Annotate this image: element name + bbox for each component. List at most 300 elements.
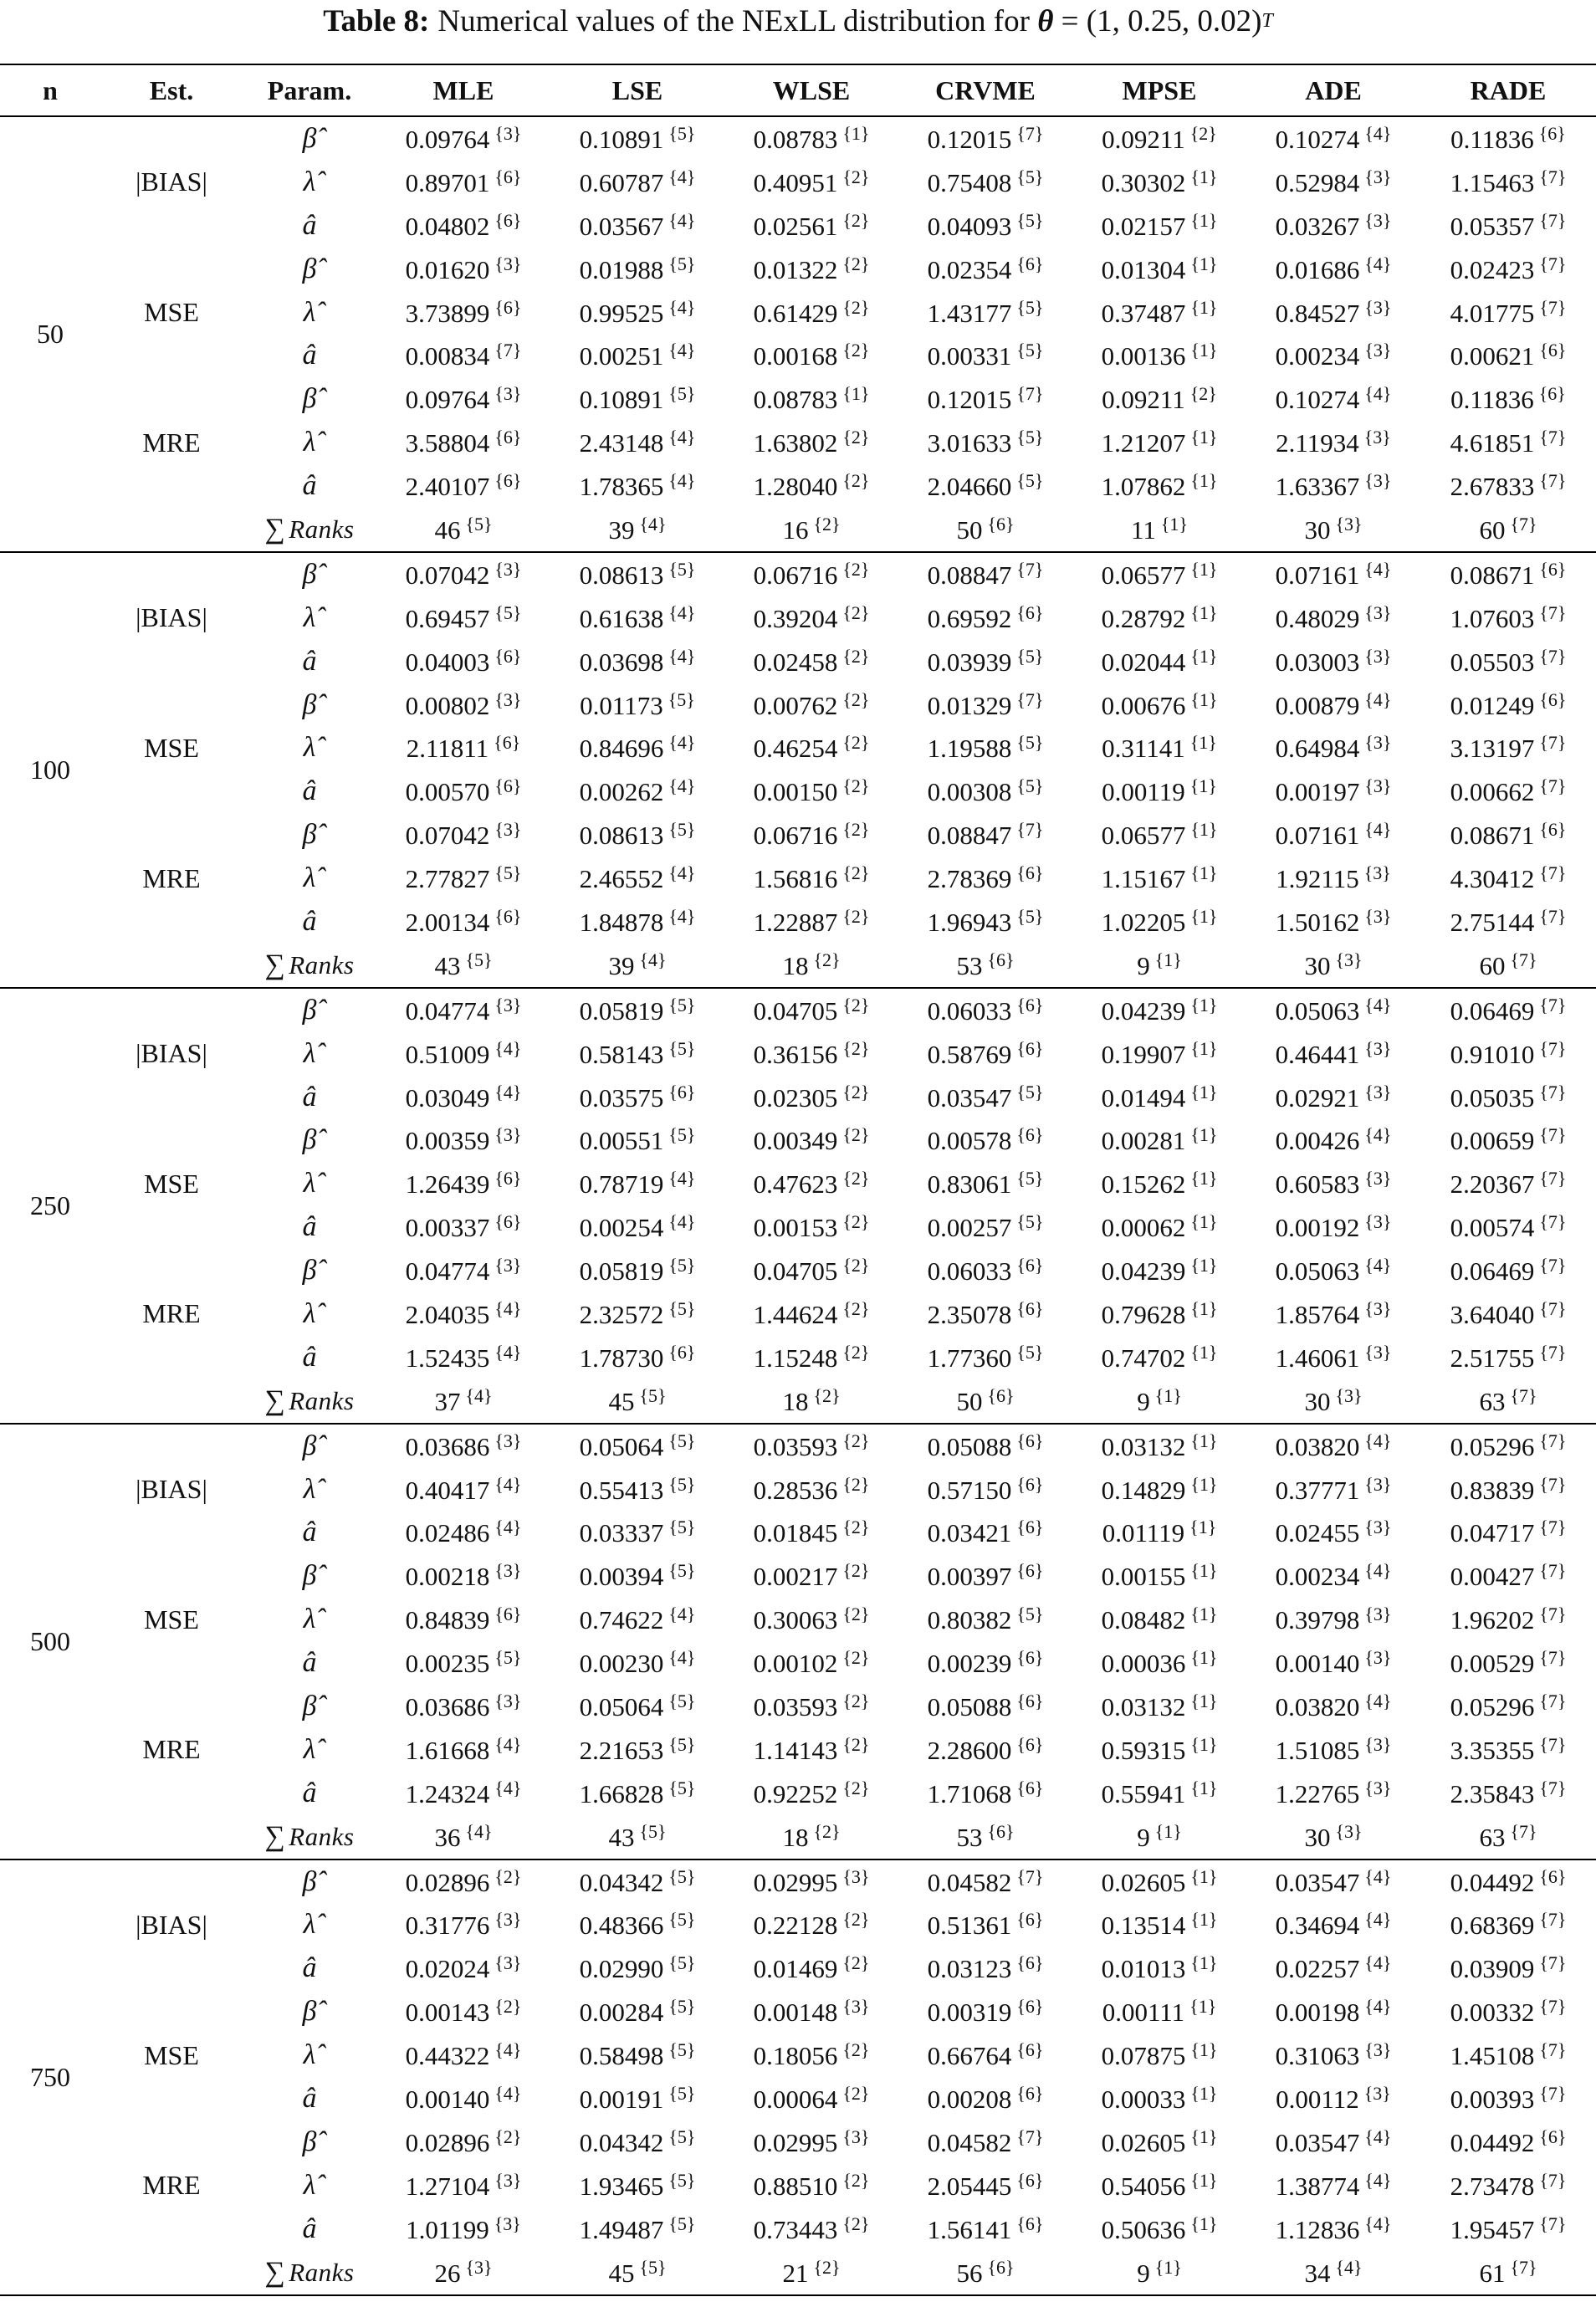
value-cell: [898, 726, 1072, 770]
value-cell: [724, 640, 898, 683]
value-cell: [1072, 1468, 1246, 1512]
rank-superscript: {3}: [842, 1865, 870, 1887]
parameter-cell: λ̂: [303, 1733, 316, 1765]
rank-superscript: {4}: [668, 1604, 696, 1625]
cell-value: 0.46254: [753, 734, 838, 764]
cell-value: 0.55941: [1101, 1778, 1186, 1808]
parameter-cell: λ̂: [303, 2169, 316, 2201]
cell-value: 0.83839: [1450, 1475, 1535, 1505]
value-cell: [1072, 291, 1246, 335]
value-cell: [1246, 421, 1420, 464]
value-cell: [1420, 1598, 1596, 1641]
value-cell: [376, 1118, 550, 1162]
rank-superscript: {3}: [1364, 905, 1392, 927]
cell-value: 0.05296: [1450, 1431, 1535, 1461]
rank-superscript: {7}: [1539, 601, 1567, 623]
cell-value: 0.00239: [927, 1649, 1012, 1679]
value-cell: [1246, 116, 1420, 161]
value-cell: [550, 377, 724, 421]
cell-value: 0.14829: [1101, 1475, 1186, 1505]
value-cell: [724, 1512, 898, 1555]
value-cell: [724, 204, 898, 248]
value-cell: [1420, 1118, 1596, 1162]
value-cell: [1246, 464, 1420, 508]
sum-ranks-text: Ranks: [289, 1821, 355, 1851]
cell-value: 0.03698: [579, 647, 664, 677]
value-cell: [1246, 1468, 1420, 1512]
cell-value: 2.11934: [1276, 428, 1359, 458]
value-cell: [898, 1076, 1072, 1119]
value-cell: [1246, 1598, 1420, 1641]
rank-superscript: {6}: [987, 949, 1015, 970]
sum-value: 50: [956, 1386, 983, 1416]
rank-superscript: {4}: [1364, 1996, 1392, 2018]
sample-size-cell: 50: [0, 116, 100, 552]
cell-value: 3.58804: [405, 428, 490, 458]
sum-ranks-label: [243, 2251, 376, 2295]
rank-superscript: {1}: [1189, 732, 1217, 754]
value-cell: [1420, 1512, 1596, 1555]
cell-value: 1.96943: [927, 907, 1012, 937]
rank-superscript: {5}: [668, 2083, 696, 2105]
value-cell: [1420, 1904, 1596, 1947]
rank-superscript: {7}: [1539, 1604, 1567, 1625]
rank-superscript: {4}: [494, 1517, 522, 1538]
table-row: [0, 1424, 1596, 1468]
rank-superscript: {2}: [842, 1211, 870, 1233]
cell-value: 0.00254: [579, 1213, 664, 1243]
cell-value: 0.00676: [1101, 690, 1186, 720]
rank-superscript: {2}: [842, 1473, 870, 1495]
rank-superscript: {4}: [639, 513, 667, 535]
rank-superscript: {1}: [1189, 1517, 1217, 1538]
cell-value: 1.27104: [405, 2171, 490, 2201]
rank-superscript: {3}: [494, 1124, 522, 1146]
cell-value: 0.39204: [753, 603, 838, 633]
value-cell: [1072, 377, 1246, 421]
rank-superscript: {1}: [1190, 1297, 1218, 1319]
rank-superscript: {1}: [1190, 1037, 1218, 1059]
rank-superscript: {7}: [1539, 1952, 1567, 1974]
cell-value: 1.93465: [579, 2171, 664, 2201]
value-cell: [724, 1424, 898, 1468]
sum-value: 30: [1304, 514, 1331, 545]
sum-ranks-value-cell: [1246, 508, 1420, 552]
rank-superscript: {3}: [465, 2256, 493, 2278]
sum-value: 50: [956, 514, 983, 545]
value-cell: [1420, 1772, 1596, 1815]
value-cell: [1246, 1554, 1420, 1598]
value-cell: [1246, 726, 1420, 770]
cell-value: 0.51009: [405, 1039, 490, 1069]
cell-value: 0.47623: [753, 1169, 838, 1200]
value-cell: [1246, 640, 1420, 683]
cell-value: 0.02305: [753, 1082, 838, 1113]
rank-superscript: {5}: [1016, 732, 1044, 754]
value-cell: [550, 464, 724, 508]
rank-superscript: {4}: [494, 2083, 522, 2105]
sum-ranks-value-cell: [1246, 944, 1420, 988]
rank-superscript: {5}: [668, 1777, 696, 1798]
cell-value: 0.01469: [753, 1954, 838, 1984]
rank-superscript: {7}: [1016, 688, 1044, 710]
rank-superscript: {3}: [1364, 470, 1392, 492]
cell-value: 1.51085: [1275, 1735, 1360, 1765]
value-cell: [550, 900, 724, 944]
sum-value: 37: [434, 1386, 461, 1416]
rank-superscript: {2}: [842, 1604, 870, 1625]
sum-value: 11: [1131, 514, 1156, 545]
rank-superscript: {2}: [842, 1777, 870, 1798]
cell-value: 0.02605: [1101, 2127, 1186, 2157]
value-cell: [376, 1685, 550, 1728]
rank-superscript: {3}: [494, 819, 522, 841]
sum-ranks-value-cell: [376, 1379, 550, 1424]
value-cell: [1246, 1205, 1420, 1249]
rank-superscript: {2}: [842, 862, 870, 884]
cell-value: 1.84878: [579, 907, 664, 937]
table-row: [0, 2120, 1596, 2164]
cell-value: 0.02458: [753, 647, 838, 677]
rank-superscript: {1}: [1190, 340, 1218, 361]
cell-value: 0.40951: [753, 167, 838, 197]
rank-superscript: {2}: [842, 1560, 870, 1582]
value-cell: [1246, 1990, 1420, 2033]
value-cell: [724, 161, 898, 204]
cell-value: 0.37487: [1101, 298, 1186, 328]
value-cell: [724, 1249, 898, 1292]
rank-superscript: {7}: [1539, 2039, 1567, 2061]
value-cell: [898, 1032, 1072, 1076]
sample-size-cell: 100: [0, 552, 100, 988]
value-cell: [724, 377, 898, 421]
value-cell: [1420, 857, 1596, 900]
cell-value: 0.92252: [753, 1778, 838, 1808]
rank-superscript: {1}: [1190, 1733, 1218, 1755]
rank-superscript: {2}: [842, 1647, 870, 1669]
value-cell: [1072, 857, 1246, 900]
cell-value: 0.01322: [753, 254, 838, 284]
value-cell: [1420, 2207, 1596, 2251]
sum-ranks-value-cell: [898, 508, 1072, 552]
cell-value: 0.03593: [753, 1692, 838, 1721]
rank-superscript: {2}: [842, 1168, 870, 1189]
rank-superscript: {7}: [1016, 558, 1044, 580]
cell-value: 2.21653: [579, 1735, 664, 1765]
parameter-cell: β̂: [302, 558, 317, 590]
rank-superscript: {6}: [1016, 1430, 1044, 1451]
rank-superscript: {4}: [668, 166, 696, 187]
rank-superscript: {1}: [1190, 905, 1218, 927]
cell-value: 0.83061: [927, 1169, 1012, 1200]
rank-superscript: {6}: [494, 1211, 522, 1233]
rank-superscript: {2}: [494, 1996, 522, 2018]
estimate-measure-cell: MRE: [142, 862, 201, 893]
cell-value: 2.75144: [1450, 907, 1535, 937]
rank-superscript: {7}: [1539, 1255, 1567, 1276]
cell-value: 0.01988: [579, 254, 664, 284]
sum-ranks-row: [0, 508, 1596, 552]
rank-superscript: {7}: [1539, 732, 1567, 754]
rank-superscript: {6}: [1016, 1255, 1044, 1276]
value-cell: [1420, 204, 1596, 248]
sum-ranks-value-cell: [1420, 1379, 1596, 1424]
cell-value: 0.31141: [1102, 734, 1185, 764]
cell-value: 0.00168: [753, 341, 838, 371]
rank-superscript: {5}: [1016, 296, 1044, 318]
value-cell: [898, 334, 1072, 377]
value-cell: [1420, 116, 1596, 161]
parameter-cell: â: [302, 1777, 317, 1808]
rank-superscript: {5}: [668, 2126, 696, 2147]
parameter-cell: â: [302, 905, 317, 937]
cell-value: 3.01633: [927, 428, 1012, 458]
rank-superscript: {6}: [1539, 2126, 1567, 2147]
sum-value: 60: [1479, 514, 1506, 545]
rank-superscript: {6}: [494, 1604, 522, 1625]
sum-ranks-text: Ranks: [289, 2257, 355, 2287]
empty-cell: [100, 508, 243, 552]
rank-superscript: {3}: [494, 1691, 522, 1711]
parameter-cell: λ̂: [303, 1909, 316, 1941]
sum-value: 45: [608, 1386, 635, 1416]
cell-value: 0.09764: [405, 385, 490, 415]
estimate-measure-cell: MSE: [144, 1168, 199, 1199]
parameter-cell: β̂: [302, 1996, 317, 2028]
value-cell: [1246, 813, 1420, 857]
rank-superscript: {4}: [1364, 1909, 1392, 1931]
value-cell: [550, 2164, 724, 2207]
cell-value: 0.05035: [1450, 1082, 1535, 1113]
cell-value: 0.66764: [927, 2041, 1012, 2071]
column-header: WLSE: [724, 64, 898, 116]
cell-value: 0.00393: [1450, 2085, 1535, 2115]
value-cell: [1072, 1249, 1246, 1292]
rank-superscript: {4}: [1364, 994, 1392, 1015]
value-cell: [376, 1990, 550, 2033]
value-cell: [1072, 1336, 1246, 1379]
sum-ranks-value-cell: [376, 1815, 550, 1860]
sample-size-cell: 500: [0, 1424, 100, 1860]
sigma-symbol: ∑: [264, 1384, 286, 1416]
cell-value: 0.05503: [1450, 647, 1535, 677]
rank-superscript: {2}: [813, 1384, 841, 1406]
rank-superscript: {2}: [842, 1430, 870, 1451]
rank-superscript: {7}: [1539, 1124, 1567, 1146]
cell-value: 1.22765: [1275, 1778, 1360, 1808]
estimate-measure-cell: |BIAS|: [136, 1474, 207, 1505]
value-cell: [724, 2207, 898, 2251]
cell-value: 0.00153: [753, 1213, 838, 1243]
rank-superscript: {7}: [1510, 513, 1537, 535]
cell-value: 0.03547: [927, 1082, 1012, 1113]
rank-superscript: {3}: [494, 1952, 522, 1974]
cell-value: 0.02995: [753, 1867, 838, 1897]
rank-superscript: {6}: [1539, 688, 1567, 710]
value-cell: [550, 1118, 724, 1162]
cell-value: 0.30302: [1101, 167, 1186, 197]
value-cell: [1420, 726, 1596, 770]
parameter-cell: λ̂: [303, 1037, 316, 1069]
rank-superscript: {2}: [842, 732, 870, 754]
cell-value: 0.00218: [405, 1562, 490, 1592]
cell-value: 0.69457: [405, 603, 490, 633]
value-cell: [550, 2077, 724, 2120]
cell-value: 0.04003: [405, 647, 490, 677]
cell-value: 0.03593: [753, 1431, 838, 1461]
rank-superscript: {1}: [1190, 1604, 1218, 1625]
sum-value: 30: [1304, 950, 1331, 980]
rank-superscript: {2}: [842, 1124, 870, 1146]
rank-superscript: {6}: [1016, 862, 1044, 884]
cell-value: 0.03686: [405, 1431, 490, 1461]
cell-value: 0.00119: [1102, 777, 1185, 807]
sum-ranks-value-cell: [1246, 1379, 1420, 1424]
rank-superscript: {6}: [1539, 558, 1567, 580]
column-header: Est.: [100, 64, 243, 116]
cell-value: 0.00349: [753, 1126, 838, 1156]
rank-superscript: {3}: [494, 2212, 521, 2234]
rank-superscript: {6}: [1016, 601, 1044, 623]
cell-value: 1.92115: [1276, 864, 1359, 894]
rank-superscript: {6}: [668, 1081, 696, 1102]
cell-value: 0.08613: [579, 560, 664, 590]
value-cell: [376, 2164, 550, 2207]
rank-superscript: {7}: [1539, 862, 1567, 884]
value-cell: [1420, 291, 1596, 335]
value-cell: [376, 421, 550, 464]
value-cell: [376, 116, 550, 161]
rank-superscript: {4}: [465, 1820, 493, 1842]
cell-value: 0.31776: [405, 1911, 490, 1941]
column-header: ADE: [1246, 64, 1420, 116]
rank-superscript: {4}: [1364, 1560, 1392, 1582]
table-row: [0, 552, 1596, 596]
value-cell: [550, 2207, 724, 2251]
value-cell: [1246, 248, 1420, 291]
rank-superscript: {1}: [842, 383, 870, 405]
rank-superscript: {5}: [668, 1952, 696, 1974]
table-row: [0, 1685, 1596, 1728]
sum-ranks-value-cell: [550, 1815, 724, 1860]
rank-superscript: {7}: [1539, 1777, 1567, 1798]
rank-superscript: {2}: [842, 601, 870, 623]
value-cell: [724, 1076, 898, 1119]
cell-value: 4.61851: [1450, 428, 1535, 458]
rank-superscript: {7}: [1539, 253, 1567, 274]
rank-superscript: {7}: [1539, 1517, 1567, 1538]
rank-superscript: {7}: [1539, 1560, 1567, 1582]
cell-value: 0.04802: [405, 211, 490, 241]
value-cell: [376, 1292, 550, 1336]
value-cell: [376, 813, 550, 857]
value-cell: [376, 1468, 550, 1512]
value-cell: [1420, 683, 1596, 727]
value-cell: [1072, 421, 1246, 464]
rank-superscript: {4}: [465, 1384, 493, 1406]
rank-superscript: {5}: [1016, 775, 1044, 797]
value-cell: [376, 334, 550, 377]
value-cell: [1246, 1946, 1420, 1990]
cell-value: 1.43177: [927, 298, 1012, 328]
value-cell: [898, 1685, 1072, 1728]
estimate-measure-cell: MRE: [142, 1734, 201, 1765]
cell-value: 1.71068: [927, 1778, 1012, 1808]
value-cell: [550, 813, 724, 857]
rank-superscript: {2}: [842, 2083, 870, 2105]
rank-superscript: {2}: [842, 427, 870, 448]
rank-superscript: {1}: [1190, 862, 1218, 884]
rank-superscript: {4}: [668, 296, 696, 318]
cell-value: 0.02990: [579, 1954, 664, 1984]
parameter-cell: λ̂: [303, 1168, 316, 1200]
sum-ranks-value-cell: [1420, 944, 1596, 988]
cell-value: 2.20367: [1450, 1169, 1535, 1200]
rank-superscript: {1}: [1190, 1081, 1218, 1102]
cell-value: 2.00134: [405, 907, 490, 937]
cell-value: 0.28792: [1101, 603, 1186, 633]
value-cell: [898, 248, 1072, 291]
sum-ranks-text: Ranks: [289, 514, 355, 544]
parameter-cell: β̂: [302, 819, 317, 851]
cell-value: 0.05088: [927, 1431, 1012, 1461]
cell-value: 0.01249: [1450, 690, 1535, 720]
value-cell: [550, 1728, 724, 1772]
value-cell: [550, 1685, 724, 1728]
rank-superscript: {2}: [842, 209, 870, 231]
rank-superscript: {3}: [494, 994, 522, 1015]
sum-ranks-value-cell: [724, 2251, 898, 2295]
rank-superscript: {6}: [1539, 819, 1567, 841]
cell-value: 0.91010: [1450, 1039, 1535, 1069]
rank-superscript: {6}: [494, 166, 522, 187]
value-cell: [898, 1904, 1072, 1947]
rank-superscript: {4}: [1364, 688, 1392, 710]
parameter-cell: λ̂: [303, 166, 316, 197]
cell-value: 1.78730: [579, 1343, 664, 1373]
cell-value: 0.00064: [753, 2085, 838, 2115]
rank-superscript: {5}: [494, 601, 522, 623]
rank-superscript: {2}: [813, 949, 841, 970]
sum-value: 61: [1479, 2258, 1506, 2288]
rank-superscript: {7}: [1539, 296, 1567, 318]
cell-value: 0.02257: [1275, 1954, 1360, 1984]
rank-superscript: {1}: [1189, 1996, 1217, 2018]
rank-superscript: {6}: [1016, 253, 1044, 274]
cell-value: 0.00762: [753, 690, 838, 720]
value-cell: [376, 1860, 550, 1904]
value-cell: [1246, 1118, 1420, 1162]
cell-value: 0.00570: [405, 777, 490, 807]
cell-value: 0.06033: [927, 1256, 1012, 1287]
value-cell: [724, 1205, 898, 1249]
value-cell: [1246, 1772, 1420, 1815]
cell-value: 0.03337: [579, 1518, 664, 1548]
value-cell: [1072, 552, 1246, 596]
cell-value: 0.00426: [1275, 1126, 1360, 1156]
value-cell: [376, 1162, 550, 1205]
cell-value: 0.00262: [579, 777, 664, 807]
value-cell: [898, 421, 1072, 464]
cell-value: 0.00397: [927, 1562, 1012, 1592]
rank-superscript: {7}: [1016, 1865, 1044, 1887]
rank-superscript: {4}: [494, 1297, 522, 1319]
cell-value: 0.00112: [1276, 2085, 1359, 2115]
caption-superscript: T: [1261, 9, 1273, 32]
value-cell: [1246, 857, 1420, 900]
estimate-measure-cell: |BIAS|: [136, 602, 207, 633]
cell-value: 0.06716: [753, 821, 838, 851]
